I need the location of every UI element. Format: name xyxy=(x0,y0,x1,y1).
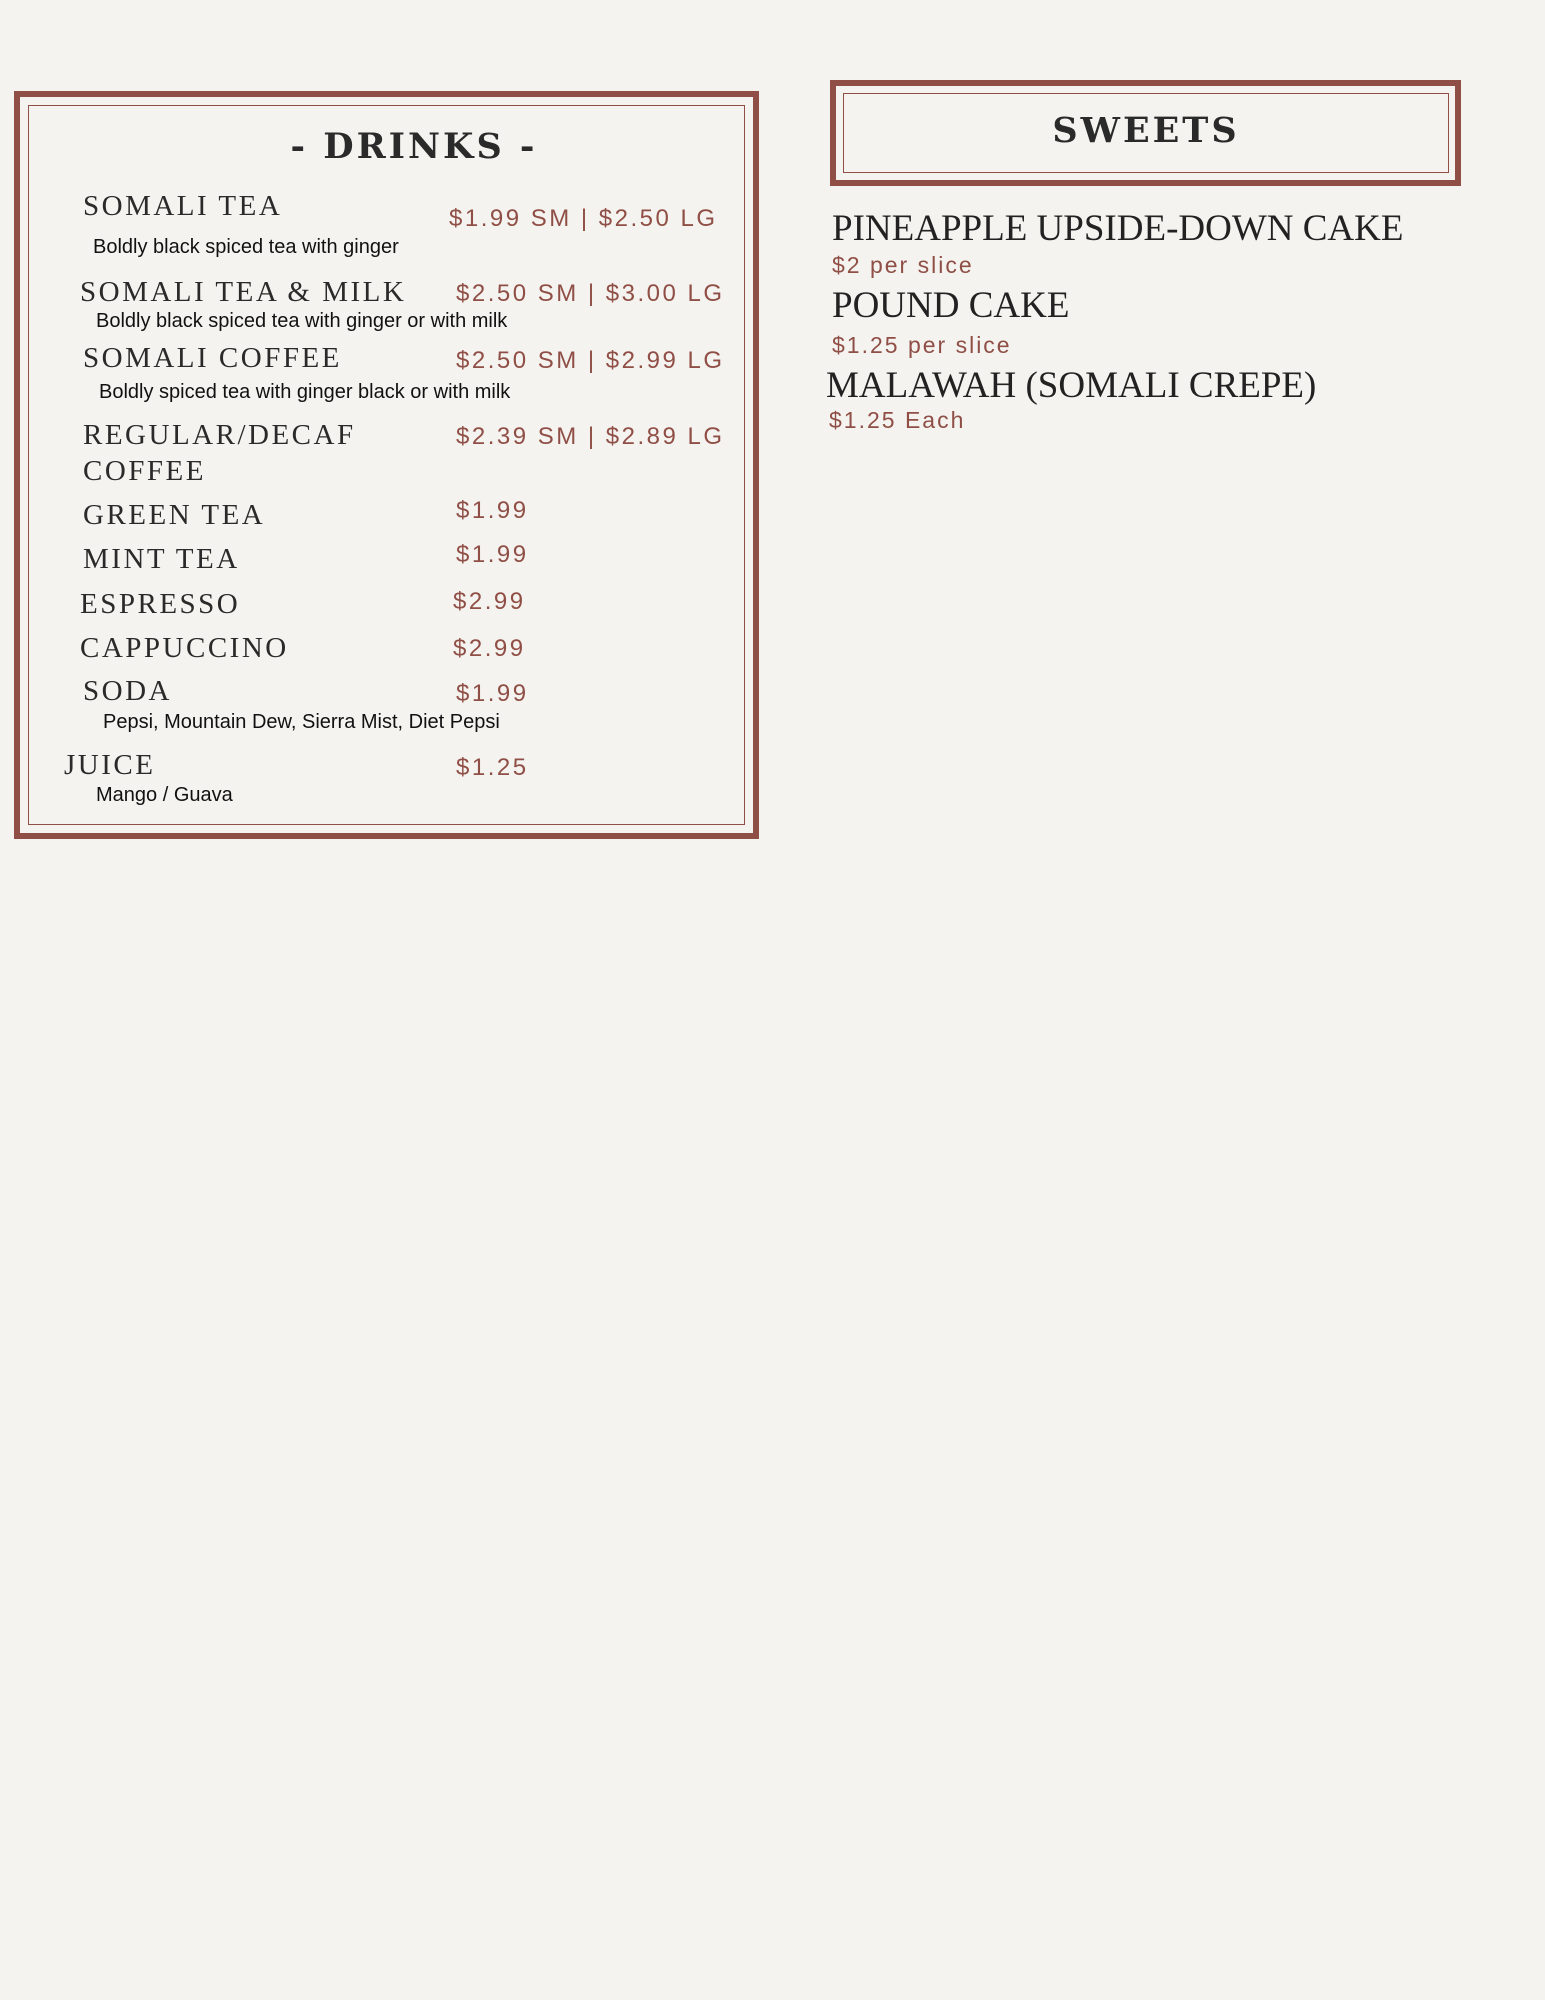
drink-item-description: Boldly spiced tea with ginger black or with milk xyxy=(99,381,511,403)
drink-item-name: SODA xyxy=(83,675,172,707)
drink-item-name: JUICE xyxy=(64,749,156,781)
drink-item-name: CAPPUCCINO xyxy=(80,632,289,664)
drink-item-price: $2.99 xyxy=(453,588,526,615)
drink-item-description: Mango / Guava xyxy=(96,784,233,806)
sweet-item-price: $1.25 per slice xyxy=(832,332,1012,358)
drink-item-price: $1.99 xyxy=(456,541,529,568)
drink-item-description: Boldly black spiced tea with ginger or with milk xyxy=(96,310,508,332)
drink-item-name: ESPRESSO xyxy=(80,588,241,620)
drink-item-name: SOMALI TEA & MILK xyxy=(80,276,407,308)
drink-item-price: $1.25 xyxy=(456,754,529,781)
drink-item-price: $1.99 SM | $2.50 LG xyxy=(449,205,718,232)
drink-item-name: MINT TEA xyxy=(83,543,240,575)
sweet-item-price: $1.25 Each xyxy=(829,407,966,433)
drink-item-name-line2: COFFEE xyxy=(83,455,206,487)
drink-item-name: SOMALI COFFEE xyxy=(83,342,342,374)
sweet-item-name: POUND CAKE xyxy=(832,285,1070,326)
drink-item-price: $2.50 SM | $2.99 LG xyxy=(456,347,725,374)
drink-item-price: $2.39 SM | $2.89 LG xyxy=(456,423,725,450)
drink-item-price: $2.50 SM | $3.00 LG xyxy=(456,280,725,307)
drinks-heading: - DRINKS - xyxy=(290,126,538,167)
drink-item-description: Pepsi, Mountain Dew, Sierra Mist, Diet Pepsi xyxy=(103,711,500,733)
drink-item-price: $2.99 xyxy=(453,635,526,662)
sweet-item-name: MALAWAH (SOMALI CREPE) xyxy=(826,365,1317,406)
drink-item-name: GREEN TEA xyxy=(83,499,266,531)
drink-item-description: Boldly black spiced tea with ginger xyxy=(93,236,399,258)
drink-item-price: $1.99 xyxy=(456,497,529,524)
sweets-heading: SWEETS xyxy=(1052,110,1240,151)
drink-item-name: REGULAR/DECAF xyxy=(83,419,356,451)
drink-item-price: $1.99 xyxy=(456,680,529,707)
drink-item-name: SOMALI TEA xyxy=(83,190,283,222)
sweet-item-name: PINEAPPLE UPSIDE-DOWN CAKE xyxy=(832,208,1404,249)
sweet-item-price: $2 per slice xyxy=(832,252,974,278)
